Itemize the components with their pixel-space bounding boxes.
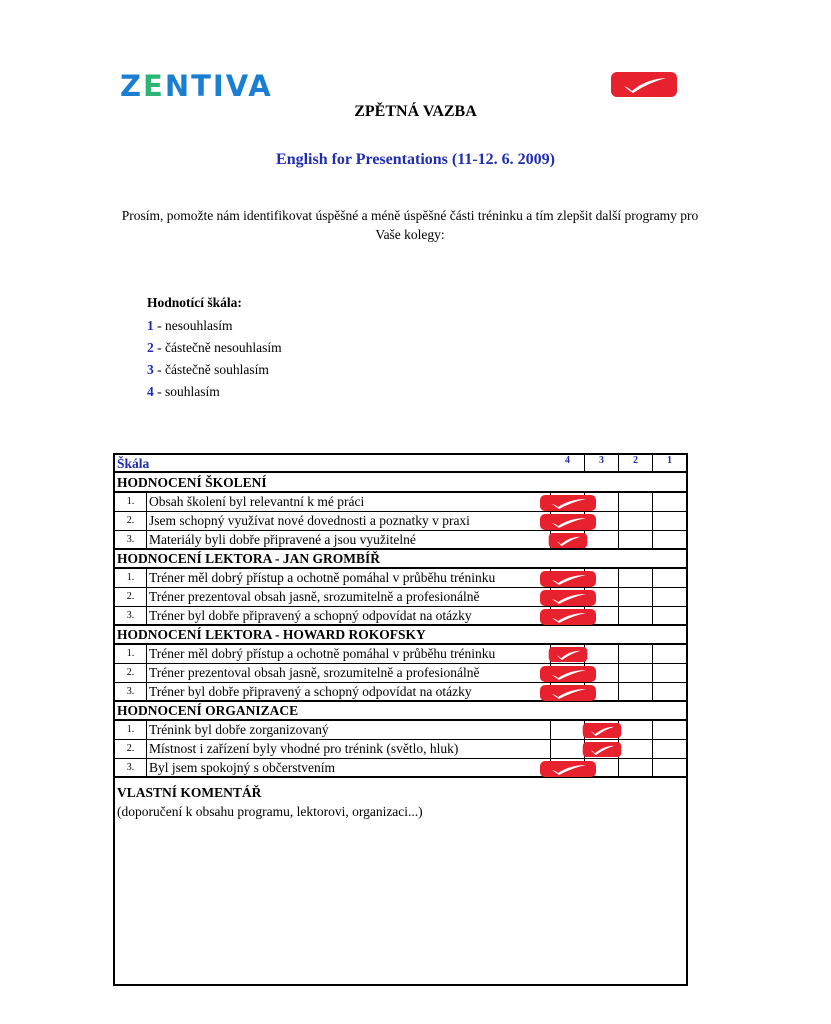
- rating-cell-2[interactable]: [619, 607, 653, 624]
- check-stamp-icon: [548, 646, 588, 663]
- rating-cell-2[interactable]: [619, 493, 653, 511]
- question-text: Tréner prezentoval obsah jasně, srozumitelně a profesionálně: [147, 664, 551, 682]
- section-title: HODNOCENÍ LEKTORA - HOWARD ROKOFSKY: [117, 627, 426, 642]
- table-row: [115, 607, 686, 626]
- question-text: Tréner byl dobře připravený a schopný odpovídat na otázky: [147, 683, 551, 700]
- row-number: 1.: [115, 493, 147, 511]
- question-text: Tréner byl dobře připravený a schopný odpovídat na otázky: [147, 607, 551, 624]
- scale-item: 4 - souhlasím: [147, 384, 220, 399]
- column-1-header: 1: [667, 455, 672, 466]
- row-number: 2.: [115, 512, 147, 530]
- table-row: [115, 512, 686, 531]
- section-title: HODNOCENÍ ŠKOLENÍ: [117, 475, 267, 490]
- logo-letter: T: [191, 69, 213, 103]
- table-row: [115, 531, 686, 550]
- column-3-header: 3: [585, 455, 619, 471]
- check-stamp-icon: [539, 760, 597, 778]
- row-number: 3.: [115, 759, 147, 776]
- page-title: ZPĚTNÁ VAZBA: [354, 103, 477, 120]
- check-stamp-icon: [539, 570, 597, 588]
- check-stamp-icon: [539, 665, 597, 683]
- intro-text: Prosím, pomožte nám identifikovat úspěšné a méně úspěšné části tréninku a tím zlepšit další programy pro Vaše kolegy:: [121, 208, 699, 242]
- logo-letter: Z: [120, 69, 144, 103]
- table-row: [115, 588, 686, 607]
- row-number: 1.: [115, 645, 147, 663]
- table-row: [115, 683, 686, 702]
- check-stamp-icon: [539, 608, 597, 626]
- row-number: 3.: [115, 531, 147, 548]
- zentiva-logo: [120, 70, 273, 102]
- rating-cell-1[interactable]: [653, 645, 686, 663]
- scale-title: Hodnotící škála:: [147, 295, 242, 310]
- question-text: Trénink byl dobře zorganizovaný: [147, 721, 551, 739]
- logo-letter: V: [225, 69, 249, 103]
- course-subtitle: English for Presentations (11-12. 6. 2009): [276, 151, 555, 168]
- section-header-row: [115, 474, 686, 493]
- rating-cell-2[interactable]: [619, 512, 653, 530]
- table-row: [115, 569, 686, 588]
- row-number: 3.: [115, 683, 147, 700]
- rating-cell-1[interactable]: [653, 569, 686, 587]
- table-row: [115, 645, 686, 664]
- comment-area[interactable]: [115, 823, 686, 983]
- rating-cell-1[interactable]: [653, 664, 686, 682]
- check-stamp-icon: [539, 513, 597, 531]
- row-number: 2.: [115, 664, 147, 682]
- section-header-row: [115, 626, 686, 645]
- check-stamp-icon: [548, 532, 588, 549]
- section-header-row: [115, 702, 686, 721]
- table-header-row: [115, 455, 686, 473]
- rating-cell-2[interactable]: [619, 531, 653, 548]
- table-row: [115, 664, 686, 683]
- rating-cell-2[interactable]: [619, 683, 653, 700]
- comment-title: VLASTNÍ KOMENTÁŘ: [117, 785, 262, 800]
- row-number: 1.: [115, 569, 147, 587]
- section-title: HODNOCENÍ LEKTORA - JAN GROMBÍŘ: [117, 551, 381, 566]
- check-stamp-icon: [539, 684, 597, 702]
- question-text: Byl jsem spokojný s občerstvením: [147, 759, 551, 776]
- logo-letter: I: [212, 69, 226, 103]
- comment-hint: (doporučení k obsahu programu, lektorovi, organizaci...): [117, 804, 423, 819]
- question-text: Materiály byli dobře připravené a jsou využitelné: [147, 531, 551, 548]
- check-stamp-icon: [582, 741, 622, 758]
- rating-cell-4[interactable]: [551, 740, 585, 758]
- logo-text: [120, 69, 273, 103]
- rating-cell-1[interactable]: [653, 607, 686, 624]
- table-row: [115, 759, 686, 778]
- rating-cell-2[interactable]: [619, 588, 653, 606]
- section-title: HODNOCENÍ ORGANIZACE: [117, 703, 299, 718]
- rating-cell-2[interactable]: [619, 664, 653, 682]
- row-number: 1.: [115, 721, 147, 739]
- scale-header-label: Škála: [117, 456, 150, 471]
- rating-cell-2[interactable]: [619, 759, 653, 776]
- column-4-header: 4: [551, 455, 585, 471]
- column-2-header: 2: [619, 455, 653, 471]
- rating-cell-1[interactable]: [653, 759, 686, 776]
- table-row: [115, 493, 686, 512]
- rating-cell-1[interactable]: [653, 740, 686, 758]
- question-text: Tréner prezentoval obsah jasně, srozumitelně a profesionálně: [147, 588, 551, 606]
- question-text: Tréner měl dobrý přístup a ochotně pomáhal v průběhu tréninku: [147, 569, 551, 587]
- question-text: Tréner měl dobrý přístup a ochotně pomáhal v průběhu tréninku: [147, 645, 551, 663]
- check-stamp-icon: [539, 494, 597, 512]
- check-stamp-icon: [539, 589, 597, 607]
- rating-cell-3[interactable]: [585, 645, 619, 663]
- rating-cell-3[interactable]: [585, 531, 619, 548]
- rating-cell-4[interactable]: [551, 721, 585, 739]
- rating-cell-2[interactable]: [619, 645, 653, 663]
- scale-item: 1 - nesouhlasím: [147, 318, 233, 333]
- logo-letter: A: [248, 69, 273, 103]
- question-text: Jsem schopný využívat nové dovednosti a poznatky v praxi: [147, 512, 551, 530]
- section-header-row: [115, 550, 686, 569]
- scale-item: 2 - částečně nesouhlasím: [147, 340, 282, 355]
- row-number: 3.: [115, 607, 147, 624]
- row-number: 2.: [115, 740, 147, 758]
- rating-cell-2[interactable]: [619, 740, 653, 758]
- check-stamp-icon: [582, 722, 622, 739]
- logo-letter: E: [143, 69, 165, 103]
- rating-cell-2[interactable]: [619, 569, 653, 587]
- rating-cell-1[interactable]: [653, 683, 686, 700]
- check-stamp-icon: [610, 71, 678, 98]
- rating-cell-1[interactable]: [653, 512, 686, 530]
- rating-cell-2[interactable]: [619, 721, 653, 739]
- row-number: 2.: [115, 588, 147, 606]
- rating-cell-1[interactable]: [653, 588, 686, 606]
- feedback-table: [113, 453, 688, 986]
- rating-scale-legend: [147, 295, 282, 406]
- rating-cell-1[interactable]: [653, 531, 686, 548]
- rating-cell-1[interactable]: [653, 493, 686, 511]
- question-text: Místnost i zařízení byly vhodné pro trénink (světlo, hluk): [147, 740, 551, 758]
- rating-cell-1[interactable]: [653, 721, 686, 739]
- logo-letter: N: [164, 69, 192, 103]
- scale-item: 3 - částečně souhlasím: [147, 362, 269, 377]
- question-text: Obsah školení byl relevantní k mé práci: [147, 493, 551, 511]
